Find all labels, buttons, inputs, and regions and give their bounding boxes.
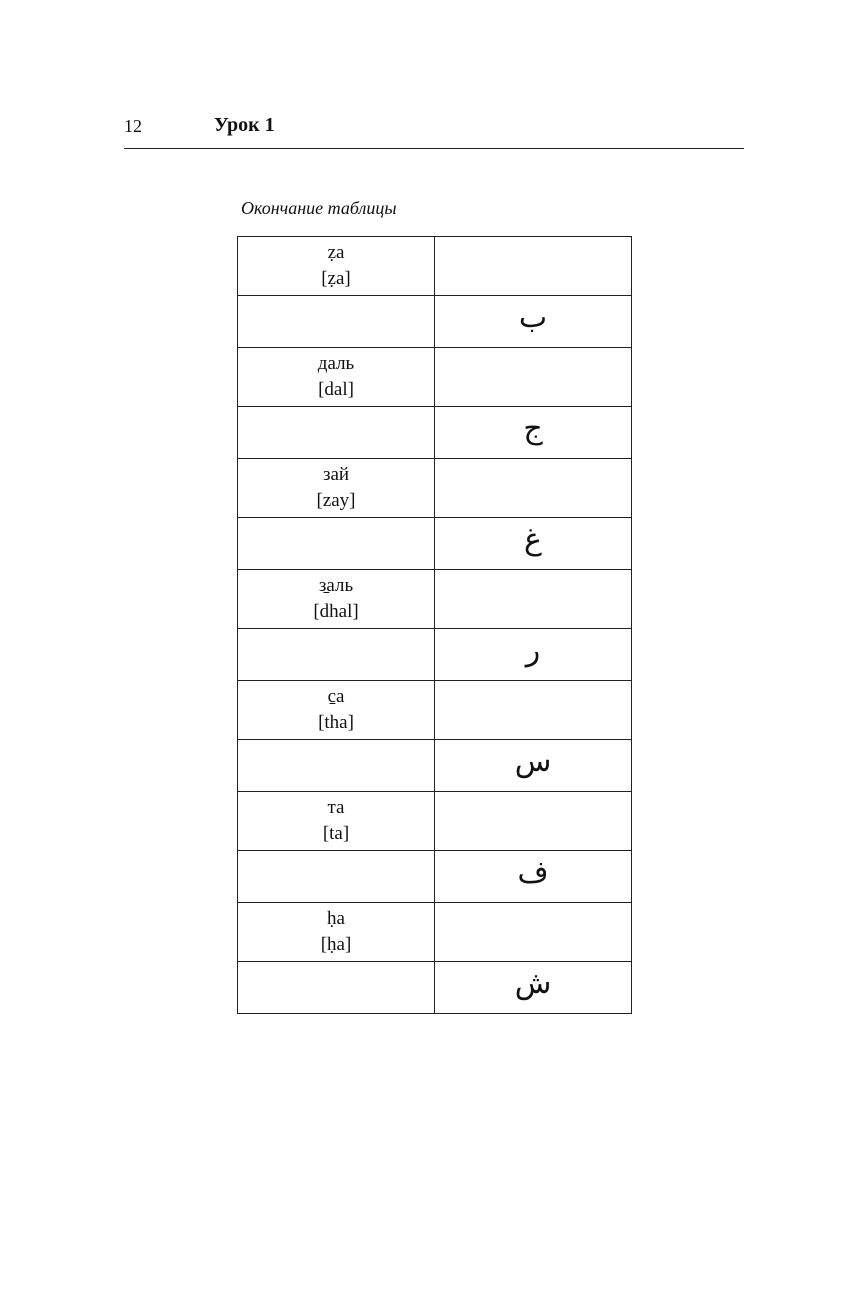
letter-name-cell [238, 903, 435, 962]
empty-cell [435, 459, 632, 518]
letter-name-cell [238, 570, 435, 629]
letter-name: з̱аль [318, 575, 354, 596]
table-row [238, 570, 632, 629]
table-caption: Окончание таблицы [241, 198, 397, 218]
letter-name: даль [317, 353, 355, 374]
letter-transliteration: [zay] [316, 490, 356, 511]
empty-cell [435, 903, 632, 962]
letter-glyph-cell [435, 629, 632, 681]
arabic-letter: ش [514, 965, 552, 1001]
empty-cell [238, 962, 435, 1014]
empty-cell [238, 296, 435, 348]
arabic-letter: ر [525, 632, 541, 668]
letter-name-cell [238, 348, 435, 407]
table-row [238, 962, 632, 1014]
arabic-letter: س [514, 743, 552, 779]
empty-cell [435, 237, 632, 296]
letter-name: c̱а [327, 686, 345, 707]
letter-transliteration: [tha] [318, 712, 354, 733]
empty-cell [435, 681, 632, 740]
arabic-letter: ف [517, 854, 549, 890]
letters-table-container [237, 236, 632, 1014]
table-row [238, 296, 632, 348]
table-row [238, 459, 632, 518]
table-row [238, 681, 632, 740]
letter-name: ẓa [327, 242, 345, 263]
table-row [238, 518, 632, 570]
letter-glyph-cell [435, 407, 632, 459]
empty-cell [238, 407, 435, 459]
table-row [238, 407, 632, 459]
arabic-letter: ج [523, 410, 543, 446]
arabic-letter: ب [518, 299, 548, 335]
letter-transliteration: [ta] [322, 823, 350, 844]
table-row [238, 629, 632, 681]
letter-glyph-cell [435, 962, 632, 1014]
empty-cell [238, 851, 435, 903]
empty-cell [435, 570, 632, 629]
letter-name: та [327, 797, 345, 818]
letter-name-cell [238, 459, 435, 518]
letter-transliteration: [ẓa] [321, 268, 351, 289]
letter-name: зай [322, 464, 350, 485]
empty-cell [435, 348, 632, 407]
page-header [124, 112, 744, 149]
letter-transliteration: [dal] [318, 379, 354, 400]
letter-name: ḥa [327, 908, 345, 929]
letter-transliteration: [ḥa] [320, 934, 352, 955]
empty-cell [238, 740, 435, 792]
empty-cell [238, 518, 435, 570]
letter-glyph-cell [435, 851, 632, 903]
empty-cell [435, 792, 632, 851]
letter-glyph-cell [435, 740, 632, 792]
letters-table [237, 236, 632, 1014]
table-row [238, 851, 632, 903]
letter-name-cell [238, 792, 435, 851]
table-row [238, 903, 632, 962]
letter-glyph-cell [435, 518, 632, 570]
empty-cell [238, 629, 435, 681]
lesson-title: Урок 1 [214, 114, 275, 136]
page-number: 12 [124, 116, 142, 136]
letter-name-cell [238, 237, 435, 296]
letter-transliteration: [dhal] [313, 601, 359, 622]
letter-glyph-cell [435, 296, 632, 348]
table-row [238, 740, 632, 792]
arabic-letter: غ [524, 521, 542, 557]
table-row [238, 237, 632, 296]
table-row [238, 792, 632, 851]
letter-name-cell [238, 681, 435, 740]
table-row [238, 348, 632, 407]
